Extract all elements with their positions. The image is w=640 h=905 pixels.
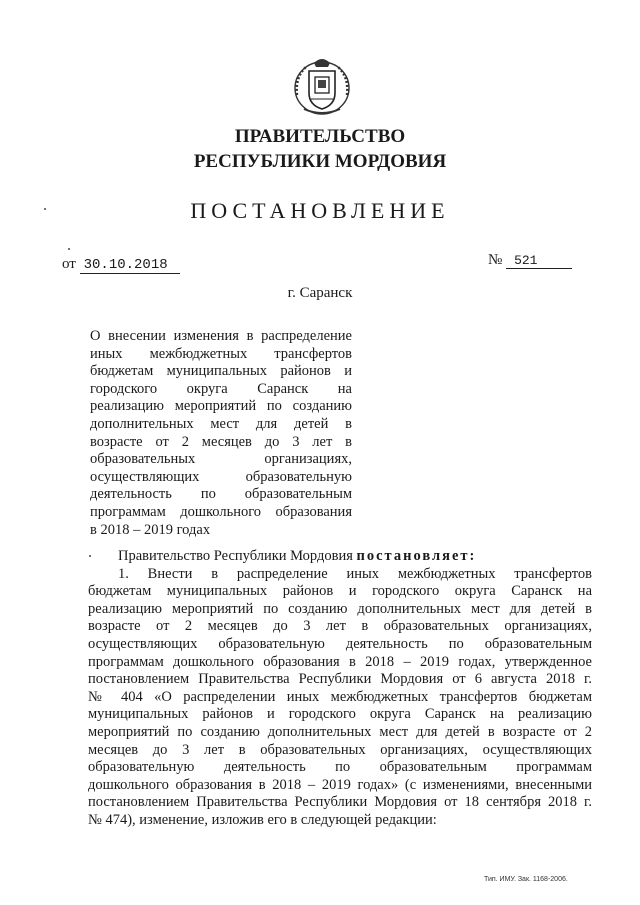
decree-subject <box>90 328 352 539</box>
subject-line: дополнительных мест для детей в <box>90 415 352 432</box>
date-row <box>62 256 180 274</box>
body-line: 1. Внести в распределение иных межбюджетных трансфертов <box>118 565 592 582</box>
coat-of-arms-icon <box>292 55 352 117</box>
subject-line: осуществляющих образовательную <box>90 468 352 485</box>
body-line: № 404 «О распределении иных межбюджетных трансфертов бюджетам <box>88 688 592 705</box>
body-line: № 474), изменение, изложив его в следующей редакции: <box>88 811 437 828</box>
body-line: возрасте от 2 месяцев до 3 лет в образовательных организациях, <box>88 618 592 635</box>
body-line: постановлением Правительства Республики Мордовия от 18 сентября 2018 г. <box>88 794 592 811</box>
decree-body <box>88 548 592 830</box>
body-line: муниципальных районов и городского округа Саранск на реализацию <box>88 706 592 723</box>
date-prefix: от <box>62 256 76 272</box>
body-line: постановлением Правительства Республики Мордовия от 6 августа 2018 г. <box>88 671 592 688</box>
subject-line: в 2018 – 2019 годах <box>90 521 211 538</box>
city: г. Саранск <box>287 285 353 301</box>
body-line: бюджетам муниципальных районов и городского округа Саранск на <box>88 583 592 600</box>
intro-text: Правительство Республики Мордовия <box>118 548 353 564</box>
decree-number: 521 <box>506 253 572 269</box>
scan-speck <box>89 555 91 557</box>
print-footer: Тип. ИМУ. Зак. 1168-2006. <box>484 876 568 883</box>
body-line: дошкольного образования в 2018 – 2019 годах» (с изменениями, внесенными <box>88 776 592 793</box>
body-line: реализацию мероприятий по созданию дополнительных мест для детей в <box>88 600 592 617</box>
scan-speck <box>44 208 46 210</box>
body-line: мероприятий по созданию дополнительных мест для детей в возрасте от 2 <box>88 723 592 740</box>
subject-line: бюджетам муниципальных районов и <box>90 363 352 380</box>
subject-line: деятельность по образовательным <box>90 486 352 503</box>
intro-action: постановляет: <box>356 548 477 564</box>
subject-line: программам дошкольного образования <box>90 503 352 520</box>
subject-line: образовательных организациях, <box>90 451 352 468</box>
subject-line: реализацию мероприятий по созданию <box>90 398 352 415</box>
subject-line: возрасте от 2 месяцев до 3 лет в <box>90 433 352 450</box>
body-line: программам дошкольного образования в 2018 – 2019 годах, утвержденное <box>88 653 592 670</box>
number-row <box>488 252 572 269</box>
subject-line: городского округа Саранск на <box>90 380 352 397</box>
body-line: месяцев до 3 лет в образовательных организациях, осуществляющих <box>88 741 592 758</box>
scan-speck <box>68 248 70 250</box>
subject-line: иных межбюджетных трансфертов <box>90 345 352 362</box>
decree-date: 30.10.2018 <box>80 257 180 274</box>
body-line: осуществляющих образовательную деятельность по образовательным <box>88 635 592 652</box>
government-title-line1: ПРАВИТЕЛЬСТВО <box>234 126 406 147</box>
subject-line: О внесении изменения в распределение <box>90 328 352 344</box>
number-prefix: № <box>488 252 503 268</box>
document-type: ПОСТАНОВЛЕНИЕ <box>190 198 450 223</box>
government-title-line2: РЕСПУБЛИКИ МОРДОВИЯ <box>193 151 447 172</box>
intro-line <box>88 548 592 566</box>
body-line: образовательную деятельность по образовательным программам <box>88 759 592 776</box>
